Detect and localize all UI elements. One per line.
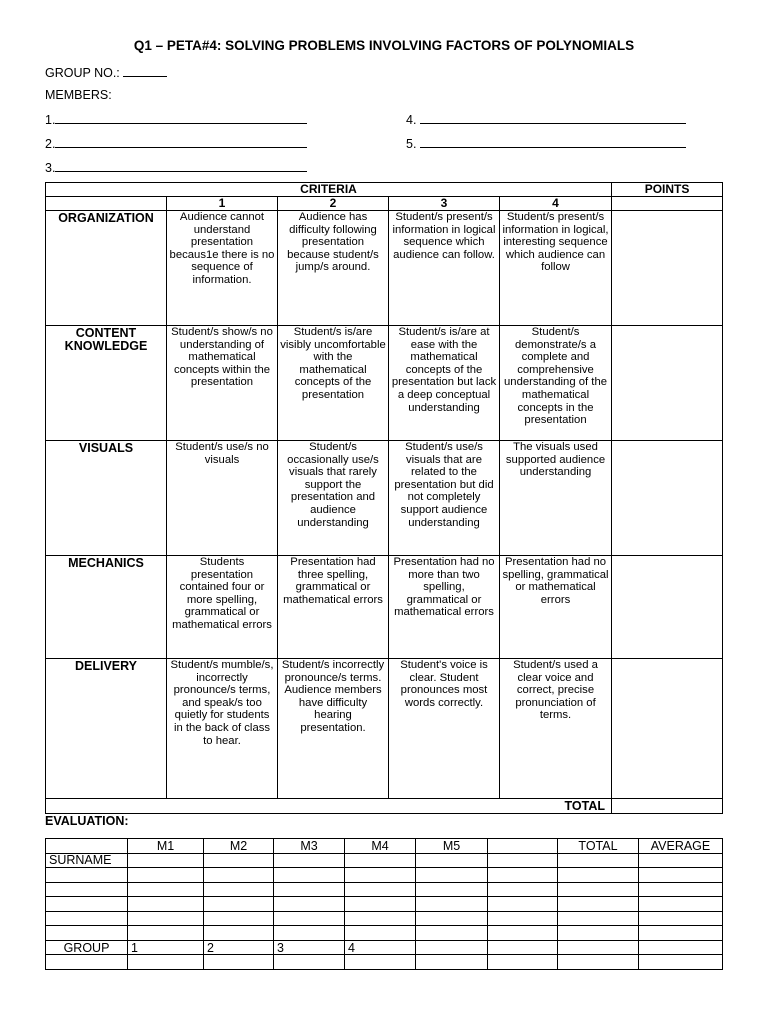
group-number-blank[interactable] <box>123 64 167 77</box>
eval-header-m2: M2 <box>204 839 274 854</box>
criterion-name: VISUALS <box>46 441 167 556</box>
eval-cell[interactable] <box>639 882 723 897</box>
eval-cell[interactable] <box>128 853 204 868</box>
eval-cell[interactable] <box>274 897 345 912</box>
level-3: 3 <box>389 197 500 211</box>
member-line-3 <box>45 159 307 175</box>
level-2: 2 <box>278 197 389 211</box>
criterion-name: ORGANIZATION <box>46 211 167 326</box>
rubric-cell: Student/s used a clear voice and correct, precise pronunciation of terms. <box>500 659 612 799</box>
levels-row <box>46 197 723 211</box>
rubric-cell: Presentation had no spelling, grammatical or mathematical errors <box>500 556 612 659</box>
group-number: 4 <box>345 940 416 955</box>
eval-cell[interactable] <box>488 940 558 955</box>
rubric-cell: Student/s show/s no understanding of mathematical concepts within the presentation <box>167 326 278 441</box>
eval-cell[interactable] <box>558 940 639 955</box>
blank-cell <box>612 197 723 211</box>
eval-cell[interactable] <box>416 882 488 897</box>
points-cell[interactable] <box>612 211 723 326</box>
member-blank[interactable] <box>420 135 686 148</box>
eval-header <box>46 839 128 854</box>
rubric-cell: Presentation had three spelling, grammatical or mathematical errors <box>278 556 389 659</box>
rubric-cell: Student/s mumble/s, incorrectly pronounce/s terms, and speak/s too quietly for students in the back of class to hear. <box>167 659 278 799</box>
eval-cell[interactable] <box>558 926 639 941</box>
eval-cell[interactable] <box>488 897 558 912</box>
rubric-cell: Student/s demonstrate/s a complete and comprehensive understanding of the mathematical concepts in the presentation <box>500 326 612 441</box>
rubric-cell: Student/s use/s no visuals <box>167 441 278 556</box>
rubric-cell: Presentation had no more than two spelling, grammatical or mathematical errors <box>389 556 500 659</box>
surname-label: SURNAME <box>46 853 128 868</box>
table-row <box>46 926 723 941</box>
points-cell[interactable] <box>612 659 723 799</box>
eval-cell[interactable] <box>345 882 416 897</box>
eval-cell[interactable] <box>639 853 723 868</box>
eval-cell[interactable] <box>558 868 639 883</box>
points-cell[interactable] <box>612 326 723 441</box>
rubric-cell: Student/s occasionally use/s visuals that rarely support the presentation and audience understanding <box>278 441 389 556</box>
eval-header <box>488 839 558 854</box>
eval-cell[interactable] <box>416 897 488 912</box>
level-1: 1 <box>167 197 278 211</box>
eval-cell[interactable] <box>488 868 558 883</box>
eval-cell[interactable] <box>204 897 274 912</box>
eval-cell[interactable] <box>46 926 128 941</box>
table-row <box>46 911 723 926</box>
eval-cell[interactable] <box>639 911 723 926</box>
criteria-header: CRITERIA <box>46 183 612 197</box>
eval-cell[interactable] <box>204 868 274 883</box>
eval-cell[interactable] <box>345 897 416 912</box>
points-cell[interactable] <box>612 441 723 556</box>
eval-cell[interactable] <box>488 911 558 926</box>
eval-cell[interactable] <box>128 926 204 941</box>
eval-cell[interactable] <box>274 882 345 897</box>
eval-cell[interactable] <box>488 882 558 897</box>
eval-cell[interactable] <box>46 882 128 897</box>
member-number: 3. <box>45 161 56 175</box>
member-line-2 <box>45 135 307 151</box>
eval-cell[interactable] <box>204 853 274 868</box>
eval-cell[interactable] <box>639 955 723 970</box>
member-line-5 <box>406 135 686 151</box>
eval-cell[interactable] <box>416 853 488 868</box>
eval-cell[interactable] <box>488 955 558 970</box>
eval-cell[interactable] <box>345 868 416 883</box>
total-points-cell[interactable] <box>612 799 723 814</box>
eval-cell[interactable] <box>345 955 416 970</box>
eval-header-m3: M3 <box>274 839 345 854</box>
eval-cell[interactable] <box>639 926 723 941</box>
criteria-header-row <box>46 183 723 197</box>
eval-cell[interactable] <box>274 911 345 926</box>
rubric-cell: Student/s incorrectly pronounce/s terms. Audience members have difficulty hearing presentation. <box>278 659 389 799</box>
rubric-cell: Student/s present/s information in logical sequence which audience can follow. <box>389 211 500 326</box>
total-label: TOTAL <box>46 799 612 814</box>
eval-header-m5: M5 <box>416 839 488 854</box>
group-number-label: GROUP NO.: <box>45 66 120 80</box>
group-number-line <box>45 64 167 80</box>
members-label: MEMBERS: <box>45 88 112 102</box>
eval-cell[interactable] <box>345 911 416 926</box>
eval-cell[interactable] <box>46 897 128 912</box>
eval-cell[interactable] <box>46 911 128 926</box>
rubric-cell: Student/s use/s visuals that are related to the presentation but did not completely support audience understanding <box>389 441 500 556</box>
rubric-row-content-knowledge <box>46 326 723 441</box>
evaluation-table <box>45 838 723 970</box>
evaluation-header-row <box>46 839 723 854</box>
eval-cell[interactable] <box>639 868 723 883</box>
member-blank[interactable] <box>55 135 307 148</box>
eval-cell[interactable] <box>128 882 204 897</box>
rubric-cell: Student/s is/are at ease with the mathematical concepts of the presentation but lack a deep conceptual understanding <box>389 326 500 441</box>
eval-cell[interactable] <box>128 897 204 912</box>
rubric-cell: Students presentation contained four or more spelling, grammatical or mathematical errors <box>167 556 278 659</box>
member-blank[interactable] <box>55 111 307 124</box>
rubric-row-organization <box>46 211 723 326</box>
rubric-cell: Audience cannot understand presentation becaus1e there is no sequence of information. <box>167 211 278 326</box>
eval-cell[interactable] <box>558 955 639 970</box>
eval-cell[interactable] <box>345 926 416 941</box>
rubric-cell: Student/s present/s information in logical, interesting sequence which audience can follow <box>500 211 612 326</box>
table-row <box>46 868 723 883</box>
eval-cell[interactable] <box>204 911 274 926</box>
table-row <box>46 882 723 897</box>
group-number: 2 <box>204 940 274 955</box>
member-line-4 <box>406 111 686 127</box>
eval-cell[interactable] <box>558 897 639 912</box>
eval-cell[interactable] <box>345 853 416 868</box>
rubric-cell: Audience has difficulty following presentation because student/s jump/s around. <box>278 211 389 326</box>
eval-cell[interactable] <box>416 868 488 883</box>
blank-cell <box>46 197 167 211</box>
eval-cell[interactable] <box>46 955 128 970</box>
page-title: Q1 – PETA#4: SOLVING PROBLEMS INVOLVING FACTORS OF POLYNOMIALS <box>133 38 635 53</box>
total-row <box>46 799 723 814</box>
rubric-row-mechanics <box>46 556 723 659</box>
eval-cell[interactable] <box>639 897 723 912</box>
eval-cell[interactable] <box>416 940 488 955</box>
table-row <box>46 897 723 912</box>
criterion-name: CONTENT KNOWLEDGE <box>46 326 167 441</box>
evaluation-label: EVALUATION: <box>45 814 129 828</box>
points-header: POINTS <box>612 183 723 197</box>
eval-cell[interactable] <box>204 955 274 970</box>
eval-cell[interactable] <box>204 926 274 941</box>
member-number: 2. <box>45 137 56 151</box>
eval-cell[interactable] <box>204 882 274 897</box>
eval-cell[interactable] <box>274 955 345 970</box>
criterion-name: MECHANICS <box>46 556 167 659</box>
eval-cell[interactable] <box>128 911 204 926</box>
criterion-name: DELIVERY <box>46 659 167 799</box>
group-label: GROUP <box>46 940 128 955</box>
group-row <box>46 940 723 955</box>
rubric-cell: Student's voice is clear. Student pronounces most words correctly. <box>389 659 500 799</box>
eval-cell[interactable] <box>128 955 204 970</box>
level-4: 4 <box>500 197 612 211</box>
eval-cell[interactable] <box>274 853 345 868</box>
eval-header-m4: M4 <box>345 839 416 854</box>
eval-cell[interactable] <box>274 926 345 941</box>
member-blank[interactable] <box>420 111 686 124</box>
eval-cell[interactable] <box>639 940 723 955</box>
rubric-cell: The visuals used supported audience understanding <box>500 441 612 556</box>
eval-header-total: TOTAL <box>558 839 639 854</box>
member-number: 1. <box>45 113 56 127</box>
group-number: 1 <box>128 940 204 955</box>
member-number: 4. <box>406 113 417 127</box>
eval-cell[interactable] <box>274 868 345 883</box>
rubric-table <box>45 182 723 814</box>
eval-cell[interactable] <box>416 926 488 941</box>
member-line-1 <box>45 111 307 127</box>
eval-header-m1: M1 <box>128 839 204 854</box>
eval-cell[interactable] <box>46 868 128 883</box>
rubric-cell: Student/s is/are visibly uncomfortable with the mathematical concepts of the presentation <box>278 326 389 441</box>
surname-row <box>46 853 723 868</box>
eval-cell[interactable] <box>416 911 488 926</box>
rubric-row-delivery <box>46 659 723 799</box>
group-number: 3 <box>274 940 345 955</box>
member-blank[interactable] <box>55 159 307 172</box>
eval-header-average: AVERAGE <box>639 839 723 854</box>
eval-cell[interactable] <box>488 926 558 941</box>
points-cell[interactable] <box>612 556 723 659</box>
eval-cell[interactable] <box>558 911 639 926</box>
eval-cell[interactable] <box>558 882 639 897</box>
rubric-row-visuals <box>46 441 723 556</box>
member-number: 5. <box>406 137 417 151</box>
eval-cell[interactable] <box>128 868 204 883</box>
table-row <box>46 955 723 970</box>
eval-cell[interactable] <box>416 955 488 970</box>
eval-cell[interactable] <box>488 853 558 868</box>
eval-cell[interactable] <box>558 853 639 868</box>
